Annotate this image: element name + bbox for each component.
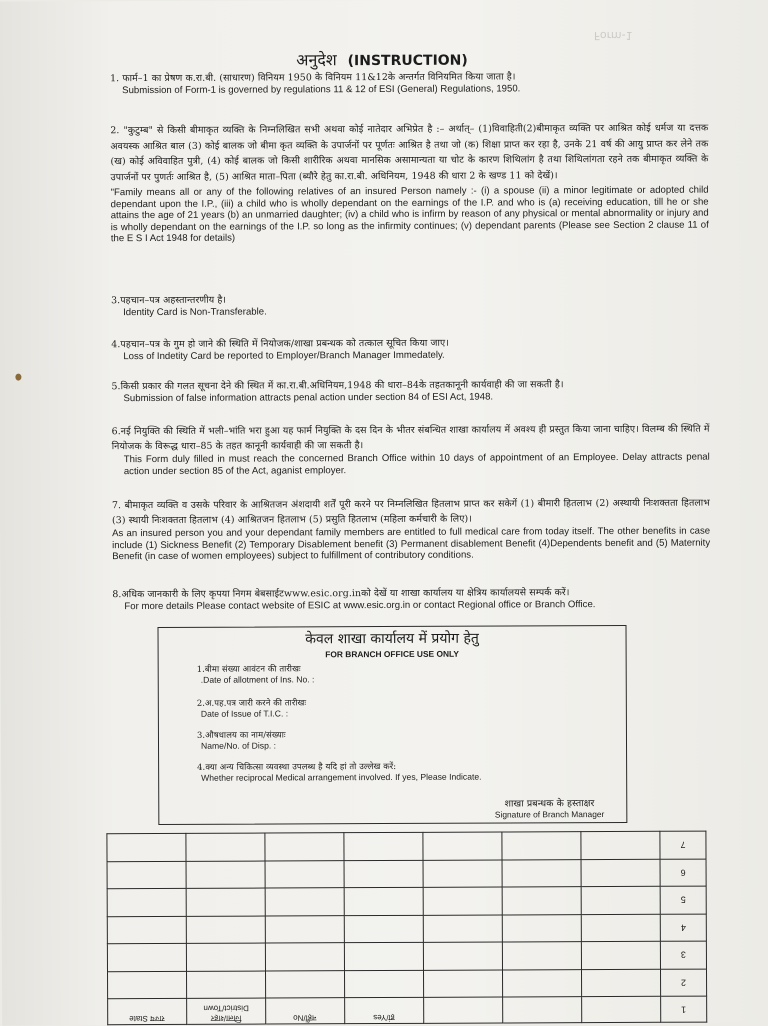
table-row: [107, 886, 706, 916]
branch-manager-signature[interactable]: [495, 798, 605, 820]
branch-box-title-hindi: केवल शाखा कार्यालय में प्रयोग हेतु: [305, 630, 479, 648]
instruction-5-english: Submission of false information attracts penal action under section 84 of ESI Act, 1948.: [123, 391, 494, 405]
row-number: 1: [661, 996, 707, 1022]
instruction-3-english: Identity Card is Non-Transferable.: [123, 306, 267, 319]
instruction-6-english: This Form duly filled in must reach the concerned Branch Office within 10 days of appointment of an Employee. Delay attracts penal action under section 85 of the Act, aganist employer.: [123, 451, 710, 478]
table-row: [107, 859, 706, 889]
instruction-6: [112, 423, 710, 479]
column-header-yes: हां/Yes: [345, 997, 424, 1023]
branch-field-tic-issue-date[interactable]: [197, 697, 306, 719]
page-title: [0, 46, 766, 71]
instruction-6-hindi: 6.नई नियुक्ति की स्थिति में भली–भांति भरा हुआ यह फार्म नियुक्ति के दस दिन के भीतर संबन्धित शाखा कार्यालय में अवश्य ही प्रस्तुत किया जाना चाहिए। विलम्ब की स्थिति में नियोजक के विरूद्ध धारा–85 के तहत कानूनी कार्यवाही की जा सकती है।: [111, 423, 710, 452]
signature-label-hindi: शाखा प्रबन्धक के हस्ताक्षर: [504, 798, 595, 810]
column-header-no: नहीं/No: [266, 998, 345, 1024]
row-number: 2: [660, 969, 706, 997]
instruction-5: [111, 379, 709, 406]
ink-speck: [15, 374, 21, 381]
instruction-2-english: "Family means all or any of the following relatives of an insured Person namely :- (i) a spouse (ii) a minor legitimate or adopted child dependant upon the I.P., (iii) a child who is wholly dependant on the earnings of the I.P. and who is (a) receiving education, till he or she attains the age of 21 years (b) an unmarried daughter; (iv) a child who is infirm by reason of any physical or mental abnormality or injury and is wholly dependant on the earnings of the I.P. so long as the infirmity continues; (v) dependant parents (Please see Section 2 clause 11 of the E S I Act 1948 for details): [110, 184, 709, 245]
row-number: 7: [660, 831, 706, 859]
branch-field-3-english: Name/No. of Disp. :: [200, 740, 277, 751]
table-row: [108, 969, 707, 999]
row-number: 6: [660, 859, 706, 887]
instruction-1: [110, 71, 708, 98]
row-number: 3: [660, 941, 706, 969]
instruction-7-hindi: 7. बीमाकृत व्यक्ति व उसके परिवार के आश्रितजन अंशदायी शर्तें पूरी करने पर निम्नलिखित हितलाभ प्राप्त कर सकेगें (1) बीमारी हितलाभ (2) अस्थायी निःशक्तता हितलाभ (3) स्थायी निःशक्तता हितलाभ (4) आश्रितजन हितलाभ (5) प्रसुति हितलाभ (महिला कर्मचारी के लिए)।: [111, 497, 710, 526]
instruction-2: [110, 121, 709, 245]
instruction-8-hindi: 8.अधिक जानकारी के लिए कृपया निगम बेबसाईटwww.esic.org.inको देखें या शाखा कार्यालय या क्षेत्रिय कार्यालयसे सम्पर्क करें।: [112, 587, 570, 601]
branch-office-box: [157, 625, 627, 825]
table-row: [107, 914, 706, 944]
instruction-5-hindi: 5.किसी प्रकार की गलत सूचना देने की स्थित में का.रा.बी.अधिनियम,1948 की धारा–84के तहतकानूनी कार्यवाही की जा सकती है।: [111, 379, 564, 393]
instruction-1-hindi: 1. फार्म–1 का प्रेषण क.रा.बी. (साधारण) विनियम 1950 के विनियम 11&12के अन्तर्गत विनियमित किया जाता है।: [110, 71, 516, 85]
branch-field-2-hindi: 2.अ.पह.पत्र जारी करने की तारीखः: [196, 697, 307, 708]
table-row: [107, 831, 706, 861]
instruction-3-hindi: 3.पहचान–पत्र अहस्तान्तरणीय है।: [111, 294, 227, 307]
row-number: 5: [660, 886, 706, 914]
table-row: [107, 941, 706, 971]
table-header-row: [108, 996, 707, 1025]
bleed-through-text: Form-1: [593, 28, 633, 43]
branch-field-allotment-date[interactable]: [197, 663, 315, 686]
branch-field-4-english: Whether reciprocal Medical arrangement involved. If yes, Please Indicate.: [201, 771, 482, 783]
instruction-8-english: For more details Please contact website of ESIC at www.esic.org.in or contact Regional office or Branch Office.: [124, 599, 596, 613]
column-header-district: जिला/शहर District/Town: [187, 998, 266, 1024]
row-number: 4: [660, 914, 706, 942]
instruction-2-hindi: 2. "कुटुम्ब" से किसी बीमाकृत व्यक्ति के निम्नलिखित सभी अथवा कोई नातेदार अभिप्रेत है :– अर्थात्– (1)विवाहिती(2)बीमाकृत व्यक्ति पर आश्रित कोई धर्मज या दत्तक अवयस्क आश्रित बाल (3) कोई बालक जो बीमा कृत व्यक्ति के उपार्जनों पर पूर्णतः आश्रित है तथा जो (क) शिक्षा प्राप्त कर रहा है, उनके 21 वर्ष की आयु प्राप्त कर लेने तक (ख) कोई अविवाहित पुत्री, (4) कोई बालक जो किसी शारीरिक अथवा मानसिक असामान्यता या चोट के कारण शिथिलांग है तथा शिथिलांगता रहने तक बीमाकृत व्यक्ति के उपार्जनों पर पुणर्तः आश्रित है, (5) आश्रित माता–पिता (ब्यौरे हेतु का.रा.बी. अधिनियम, 1948 की धारा 2 के खण्ड 11 को देखें)।: [110, 122, 709, 183]
instruction-4-hindi: 4.पहचान–पत्र के गुम हो जाने की स्थिति में नियोजक/शाखा प्रबन्धक को तत्काल सूचित किया जाए।: [111, 337, 449, 351]
branch-field-3-hindi: 3.औषधालय का नाम/संख्याः: [196, 729, 286, 740]
instruction-7: [112, 497, 710, 564]
branch-box-title-english: FOR BRANCH OFFICE USE ONLY: [325, 648, 459, 660]
branch-field-reciprocal-medical[interactable]: [197, 761, 481, 784]
branch-field-1-hindi: 1.बीमा संख्या आवंटन की तारीखः: [196, 663, 301, 674]
branch-field-1-english: .Date of allotment of Ins. No. :: [200, 674, 315, 685]
instruction-4-english: Loss of Indetity Card be reported to Employer/Branch Manager Immedately.: [123, 350, 445, 363]
instruction-8: [112, 587, 710, 614]
family-details-table: [106, 831, 707, 1026]
instruction-3: [111, 293, 709, 320]
instruction-4: [111, 337, 709, 364]
signature-label-english: Signature of Branch Manager: [494, 809, 605, 820]
instruction-7-english: As an insured person you and your dependant family members are entitled to full medical care from today itself. The other benefits in case include (1) Sickness Benefit (2) Temporary Disablement benefit (3) Permanent disablement Benefit (4)Dependents benefit and (5) Maternity Benefit (in case of women employees) subject to fulfillment of contributory conditions.: [112, 525, 711, 563]
branch-field-4-hindi: 4.क्या अन्य चिकित्सा व्यवस्था उपलब्ध है यदि हां तो उल्लेख करें:: [197, 760, 397, 772]
branch-field-dispensary[interactable]: [197, 729, 286, 751]
title-english: (INSTRUCTION): [347, 52, 468, 70]
column-header-state: राज्य State: [108, 998, 187, 1024]
instruction-1-english: Submission of Form-1 is governed by regulations 11 & 12 of ESI (General) Regulations, 1950.: [122, 83, 521, 97]
branch-field-2-english: Date of Issue of T.I.C. :: [200, 708, 289, 719]
title-hindi: अनुदेश: [296, 50, 337, 70]
